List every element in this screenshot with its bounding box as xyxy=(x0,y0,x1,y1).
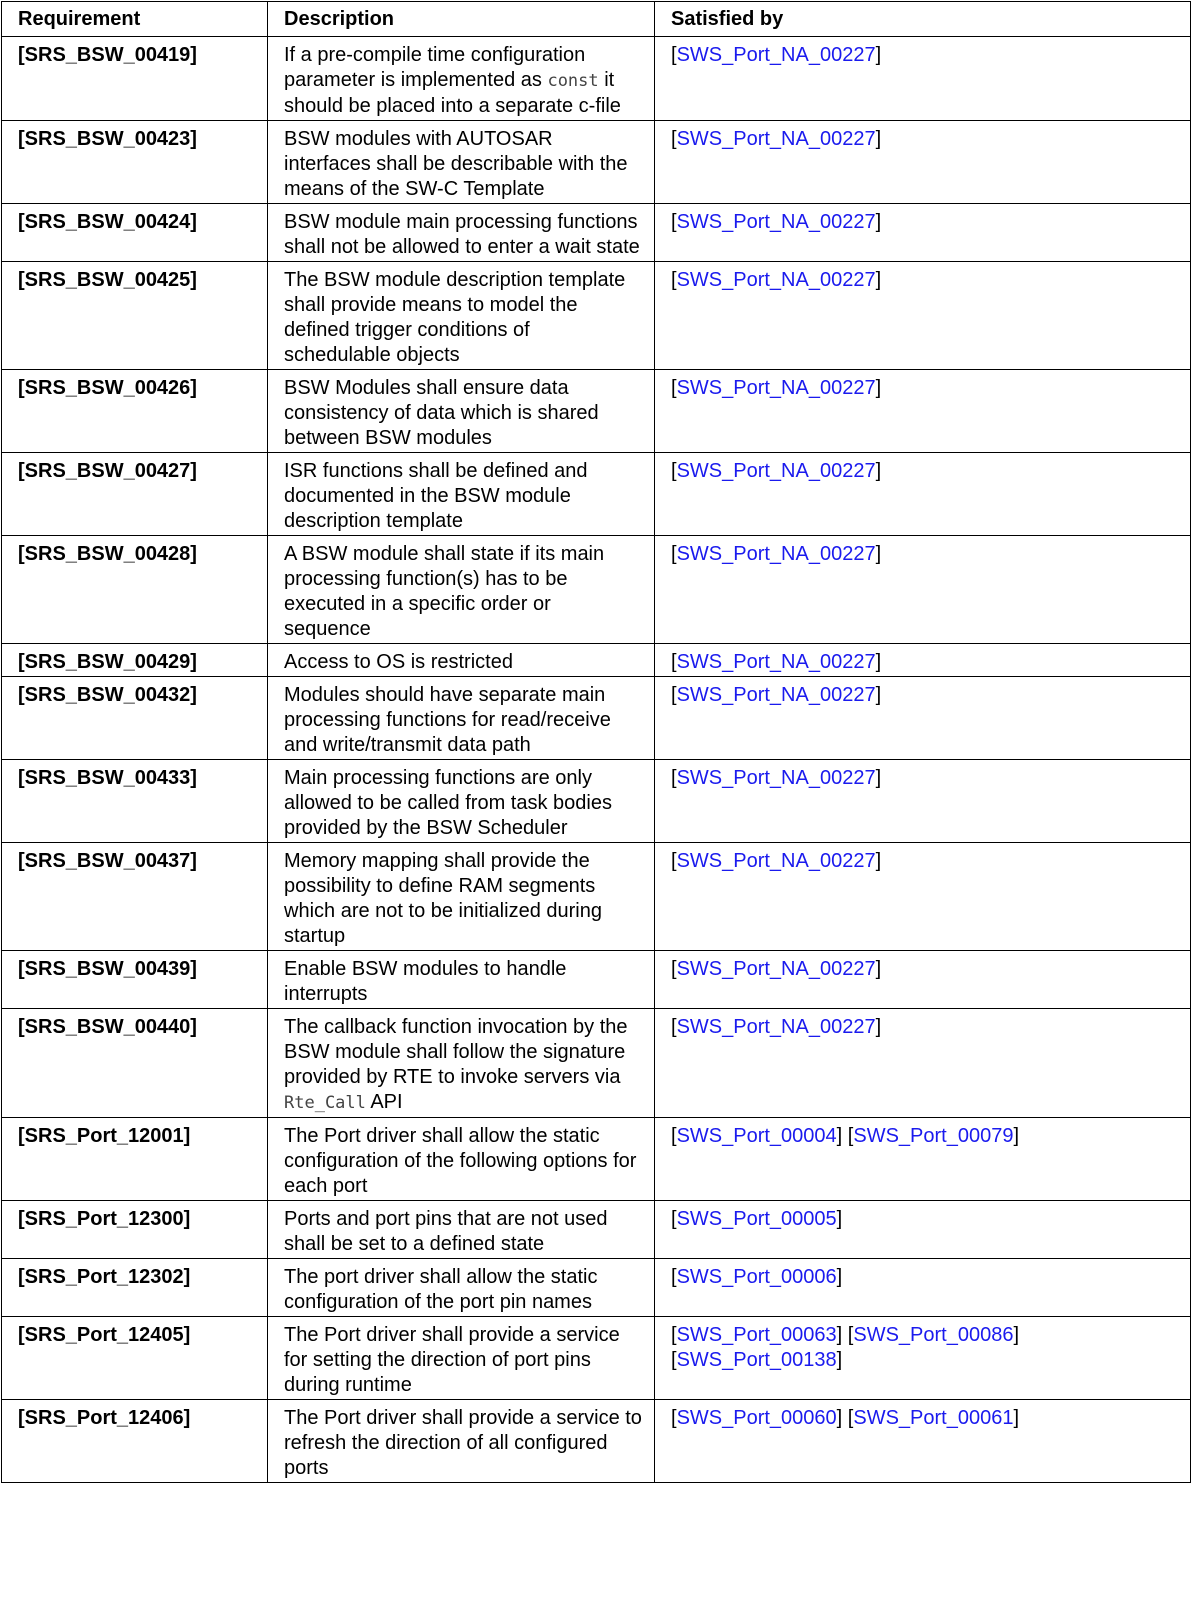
requirement-id: [SRS_Port_12405] xyxy=(2,1317,268,1400)
table-header-row xyxy=(2,2,1191,37)
satisfied-by-cell: [SWS_Port_NA_00227] xyxy=(655,262,1191,370)
requirement-id: [SRS_BSW_00419] xyxy=(2,37,268,121)
satisfied-by-cell: [SWS_Port_00063] [SWS_Port_00086] [SWS_Port_00138] xyxy=(655,1317,1191,1400)
spec-reference-link[interactable]: SWS_Port_00086 xyxy=(853,1324,1014,1346)
satisfied-by-cell: [SWS_Port_NA_00227] xyxy=(655,37,1191,121)
requirement-description xyxy=(268,843,655,951)
description-text: The port driver shall allow the static configuration of the port pin names xyxy=(284,1266,598,1313)
satisfied-by-cell: [SWS_Port_00006] xyxy=(655,1259,1191,1317)
requirement-description xyxy=(268,262,655,370)
table-row xyxy=(2,1118,1191,1201)
description-text: Modules should have separate main processing functions for read/receive and write/transmit data path xyxy=(284,684,611,756)
description-text: Main processing functions are only allowed to be called from task bodies provided by the BSW Scheduler xyxy=(284,767,612,839)
description-text: Enable BSW modules to handle interrupts xyxy=(284,958,567,1005)
requirement-id: [SRS_Port_12001] xyxy=(2,1118,268,1201)
requirement-description xyxy=(268,1009,655,1118)
description-text: The Port driver shall allow the static configuration of the following options for each port xyxy=(284,1125,637,1197)
description-text: The Port driver shall provide a service to refresh the direction of all configured ports xyxy=(284,1407,642,1479)
requirement-description xyxy=(268,121,655,204)
description-text: The Port driver shall provide a service for setting the direction of port pins during runtime xyxy=(284,1324,620,1396)
requirement-description xyxy=(268,644,655,677)
spec-reference-link[interactable]: SWS_Port_NA_00227 xyxy=(676,460,876,482)
requirement-description xyxy=(268,1118,655,1201)
spec-reference-link[interactable]: SWS_Port_00079 xyxy=(853,1125,1014,1147)
satisfied-by-cell: [SWS_Port_NA_00227] xyxy=(655,644,1191,677)
requirement-id: [SRS_BSW_00425] xyxy=(2,262,268,370)
requirement-description xyxy=(268,453,655,536)
requirement-id: [SRS_Port_12300] xyxy=(2,1201,268,1259)
description-text: BSW Modules shall ensure data consistency of data which is shared between BSW modules xyxy=(284,377,599,449)
satisfied-by-cell: [SWS_Port_NA_00227] xyxy=(655,370,1191,453)
table-row xyxy=(2,453,1191,536)
requirement-description xyxy=(268,1201,655,1259)
requirement-id: [SRS_BSW_00429] xyxy=(2,644,268,677)
description-text: BSW modules with AUTOSAR interfaces shall be describable with the means of the SW-C Template xyxy=(284,128,628,200)
spec-reference-link[interactable]: SWS_Port_00006 xyxy=(676,1266,837,1288)
requirement-id: [SRS_BSW_00433] xyxy=(2,760,268,843)
requirement-id: [SRS_BSW_00439] xyxy=(2,951,268,1009)
table-row xyxy=(2,262,1191,370)
satisfied-by-cell: [SWS_Port_NA_00227] xyxy=(655,760,1191,843)
table-row xyxy=(2,121,1191,204)
spec-reference-link[interactable]: SWS_Port_NA_00227 xyxy=(676,684,876,706)
satisfied-by-cell: [SWS_Port_NA_00227] xyxy=(655,453,1191,536)
spec-reference-link[interactable]: SWS_Port_NA_00227 xyxy=(676,377,876,399)
description-text: If a pre-compile time configuration parameter is implemented as xyxy=(284,44,586,91)
requirement-description xyxy=(268,1317,655,1400)
requirement-id: [SRS_BSW_00426] xyxy=(2,370,268,453)
satisfied-by-cell: [SWS_Port_00005] xyxy=(655,1201,1191,1259)
requirements-traceability-table xyxy=(1,1,1191,1483)
requirement-description xyxy=(268,677,655,760)
description-text: ISR functions shall be defined and documented in the BSW module description template xyxy=(284,460,588,532)
satisfied-by-cell: [SWS_Port_NA_00227] xyxy=(655,843,1191,951)
requirement-id: [SRS_Port_12302] xyxy=(2,1259,268,1317)
satisfied-by-cell: [SWS_Port_NA_00227] xyxy=(655,677,1191,760)
satisfied-by-cell: [SWS_Port_NA_00227] xyxy=(655,1009,1191,1118)
spec-reference-link[interactable]: SWS_Port_00060 xyxy=(676,1407,837,1429)
requirement-id: [SRS_BSW_00427] xyxy=(2,453,268,536)
description-text: it should be placed into a separate c-file xyxy=(284,69,621,117)
table-row xyxy=(2,760,1191,843)
spec-reference-link[interactable]: SWS_Port_00061 xyxy=(853,1407,1014,1429)
spec-reference-link[interactable]: SWS_Port_NA_00227 xyxy=(676,1016,876,1038)
requirement-description xyxy=(268,1400,655,1483)
spec-reference-link[interactable]: SWS_Port_NA_00227 xyxy=(676,850,876,872)
spec-reference-link[interactable]: SWS_Port_00063 xyxy=(676,1324,837,1346)
requirement-description xyxy=(268,204,655,262)
description-text: A BSW module shall state if its main processing function(s) has to be executed in a specific order or sequence xyxy=(284,543,605,640)
table-body xyxy=(2,37,1191,1483)
requirement-id: [SRS_Port_12406] xyxy=(2,1400,268,1483)
spec-reference-link[interactable]: SWS_Port_NA_00227 xyxy=(676,211,876,233)
table-row xyxy=(2,37,1191,121)
spec-reference-link[interactable]: SWS_Port_NA_00227 xyxy=(676,651,876,673)
code-identifier: const xyxy=(547,71,599,91)
column-header-requirement: Requirement xyxy=(2,2,268,37)
requirement-id: [SRS_BSW_00437] xyxy=(2,843,268,951)
description-text: API xyxy=(365,1091,403,1113)
spec-reference-link[interactable]: SWS_Port_NA_00227 xyxy=(676,958,876,980)
table-row xyxy=(2,204,1191,262)
description-text: Ports and port pins that are not used shall be set to a defined state xyxy=(284,1208,608,1255)
spec-reference-link[interactable]: SWS_Port_NA_00227 xyxy=(676,128,876,150)
satisfied-by-cell: [SWS_Port_NA_00227] xyxy=(655,121,1191,204)
spec-reference-link[interactable]: SWS_Port_NA_00227 xyxy=(676,543,876,565)
spec-reference-link[interactable]: SWS_Port_NA_00227 xyxy=(676,767,876,789)
column-header-satisfied-by: Satisfied by xyxy=(655,2,1191,37)
satisfied-by-cell: [SWS_Port_NA_00227] xyxy=(655,951,1191,1009)
code-identifier: Rte_Call xyxy=(284,1093,366,1113)
requirement-id: [SRS_BSW_00432] xyxy=(2,677,268,760)
requirement-description xyxy=(268,536,655,644)
description-text: Memory mapping shall provide the possibility to define RAM segments which are not to be initialized during startup xyxy=(284,850,602,947)
table-row xyxy=(2,843,1191,951)
table-row xyxy=(2,1400,1191,1483)
table-row xyxy=(2,536,1191,644)
column-header-description: Description xyxy=(268,2,655,37)
spec-reference-link[interactable]: SWS_Port_00004 xyxy=(676,1125,837,1147)
satisfied-by-cell: [SWS_Port_NA_00227] xyxy=(655,204,1191,262)
requirement-description xyxy=(268,760,655,843)
requirement-description xyxy=(268,1259,655,1317)
table-row xyxy=(2,951,1191,1009)
table-row xyxy=(2,677,1191,760)
requirement-description xyxy=(268,951,655,1009)
spec-reference-link[interactable]: SWS_Port_00138 xyxy=(676,1349,837,1371)
spec-reference-link[interactable]: SWS_Port_00005 xyxy=(676,1208,837,1230)
requirement-id: [SRS_BSW_00424] xyxy=(2,204,268,262)
requirement-id: [SRS_BSW_00428] xyxy=(2,536,268,644)
satisfied-by-cell: [SWS_Port_NA_00227] xyxy=(655,536,1191,644)
description-text: BSW module main processing functions shall not be allowed to enter a wait state xyxy=(284,211,640,258)
table-row xyxy=(2,1259,1191,1317)
satisfied-by-cell: [SWS_Port_00060] [SWS_Port_00061] xyxy=(655,1400,1191,1483)
description-text: The callback function invocation by the BSW module shall follow the signature provided by RTE to invoke servers via xyxy=(284,1016,628,1088)
description-text: The BSW module description template shall provide means to model the defined trigger conditions of schedulable objects xyxy=(284,269,626,366)
table-row xyxy=(2,1317,1191,1400)
table-row xyxy=(2,370,1191,453)
requirement-id: [SRS_BSW_00423] xyxy=(2,121,268,204)
spec-reference-link[interactable]: SWS_Port_NA_00227 xyxy=(676,269,876,291)
satisfied-by-cell: [SWS_Port_00004] [SWS_Port_00079] xyxy=(655,1118,1191,1201)
table-row xyxy=(2,1201,1191,1259)
requirement-description xyxy=(268,37,655,121)
requirement-id: [SRS_BSW_00440] xyxy=(2,1009,268,1118)
table-row xyxy=(2,644,1191,677)
table-row xyxy=(2,1009,1191,1118)
description-text: Access to OS is restricted xyxy=(284,651,513,673)
spec-reference-link[interactable]: SWS_Port_NA_00227 xyxy=(676,44,876,66)
requirement-description xyxy=(268,370,655,453)
